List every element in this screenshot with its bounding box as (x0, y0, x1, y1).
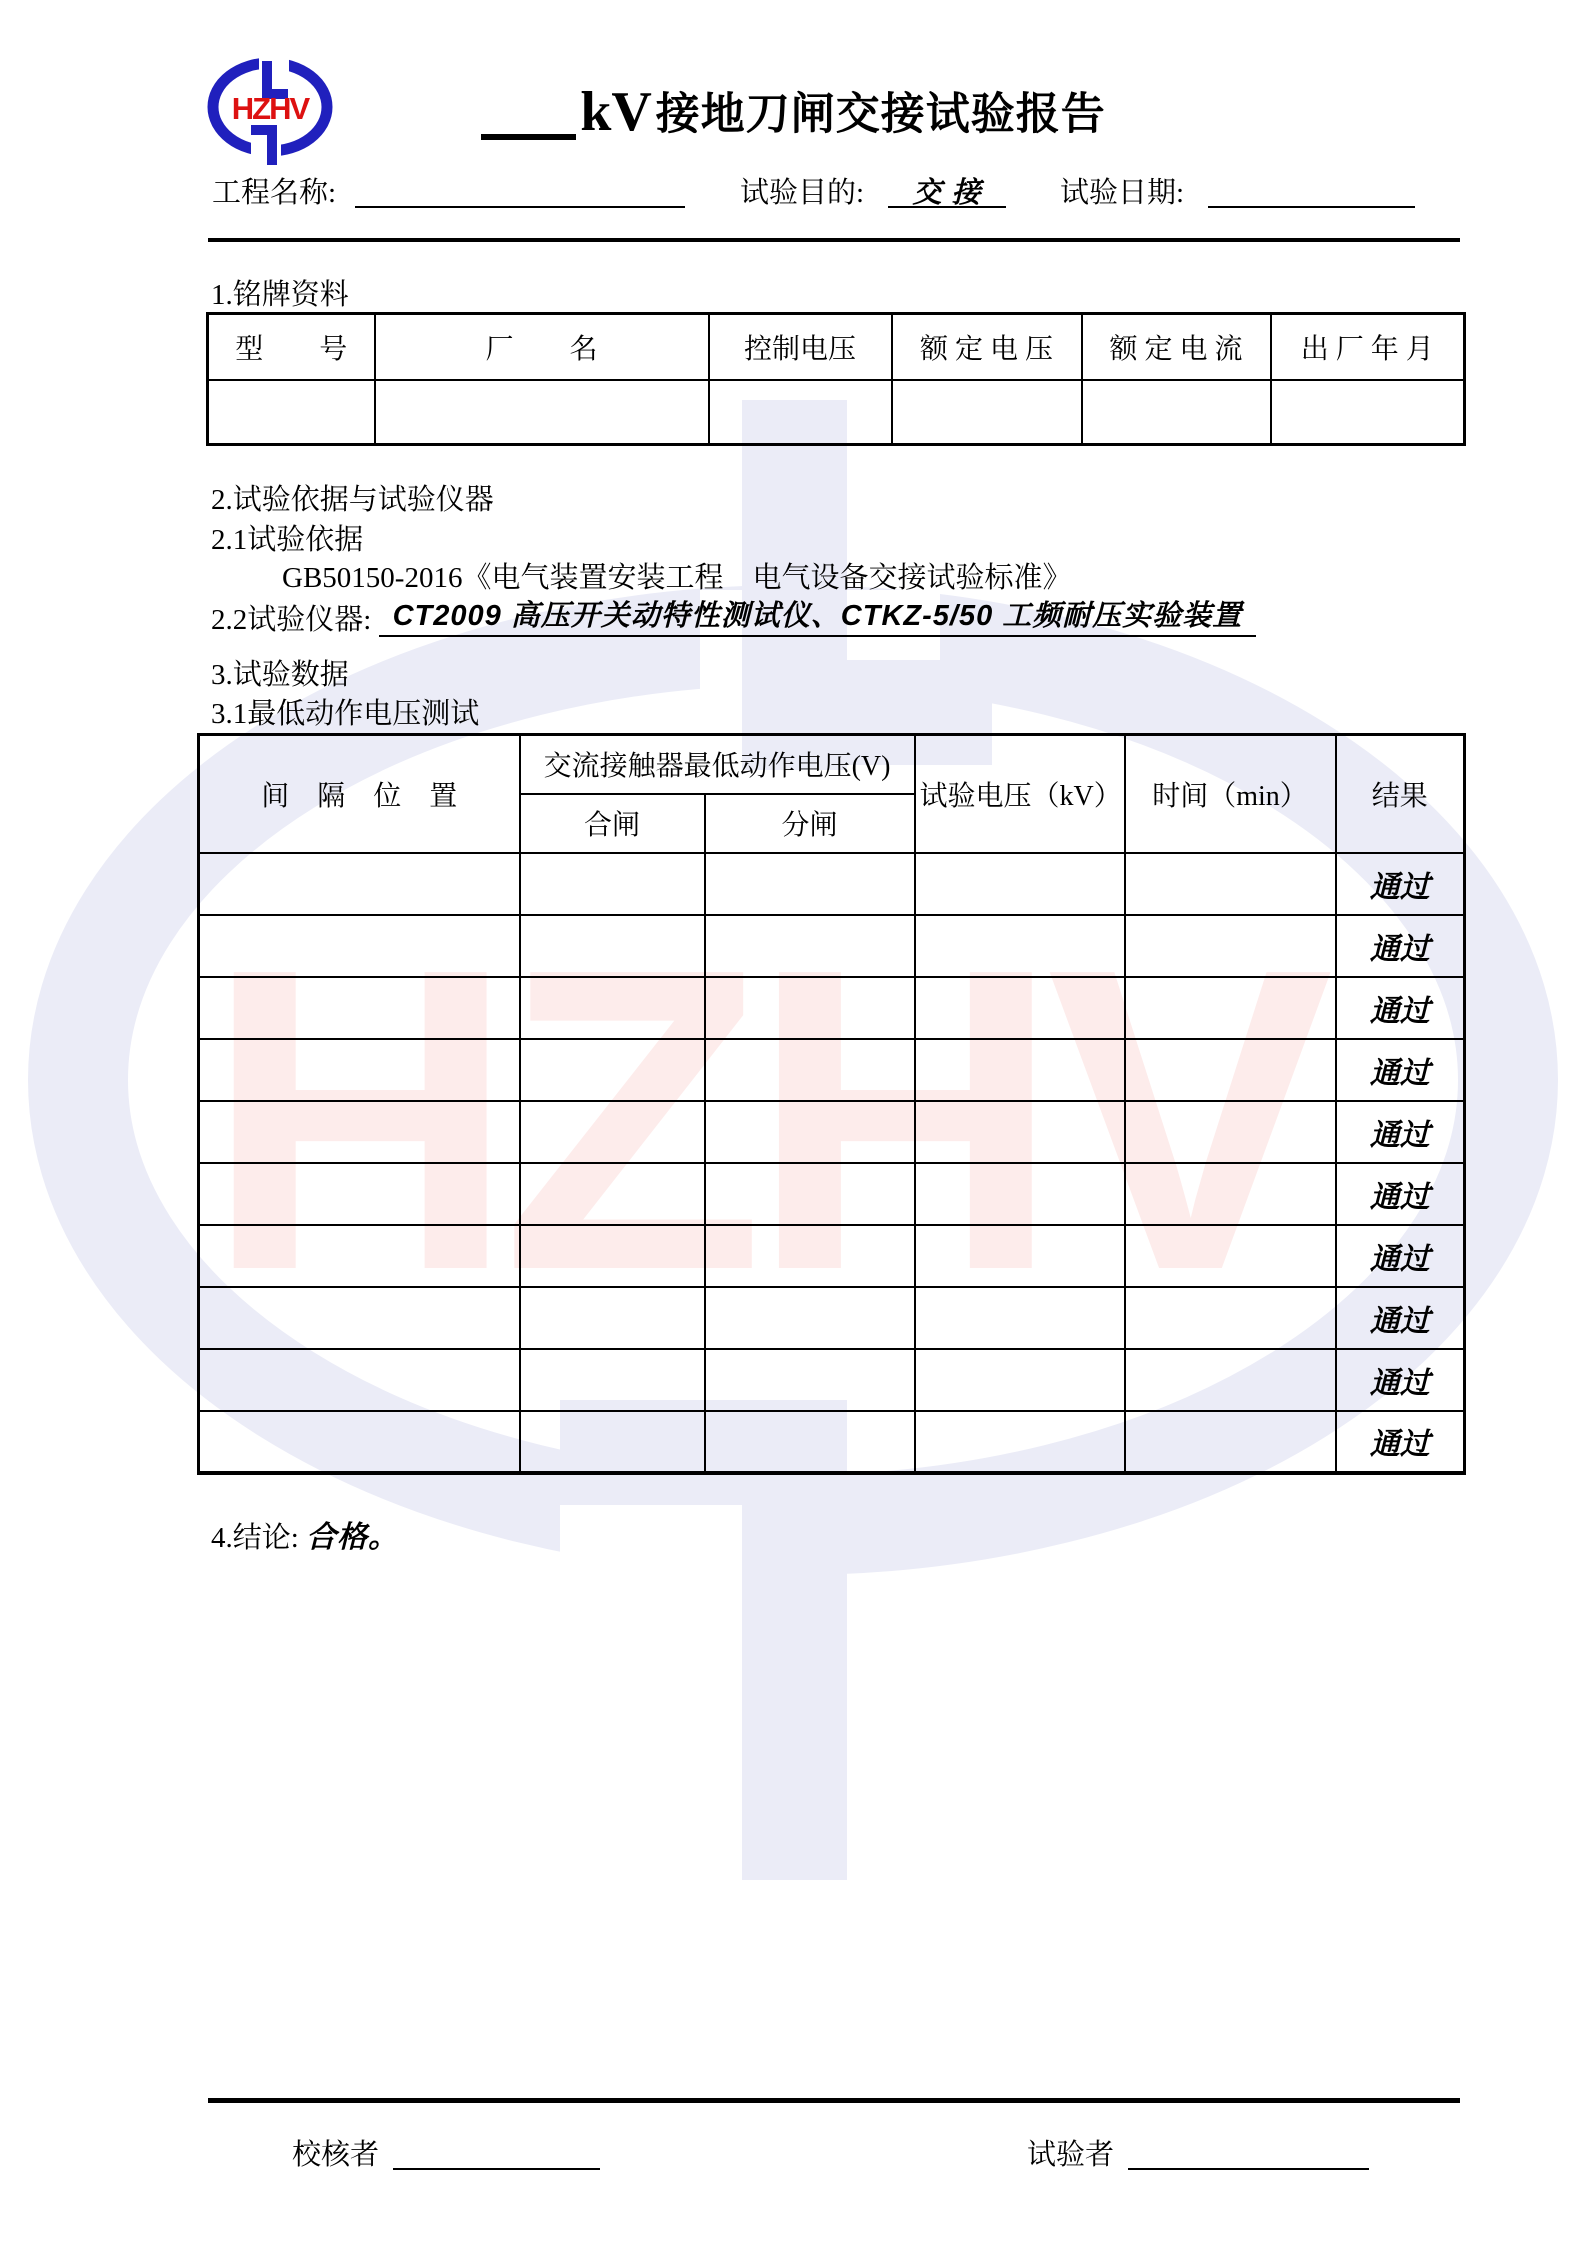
col-opening: 分闸 (705, 794, 915, 853)
test-table-row (199, 853, 1465, 915)
cell-time (1125, 1163, 1336, 1225)
nameplate-header-row (208, 314, 1465, 380)
cell-opening (705, 1349, 915, 1411)
cell-opening (705, 1411, 915, 1473)
cell-result (1336, 977, 1465, 1039)
tester-signature-blank (1128, 2132, 1369, 2170)
title-text: 接地刀闸交接试验报告 (655, 89, 1106, 139)
cell-opening (705, 1039, 915, 1101)
cell-closing (520, 1163, 705, 1225)
cell-interval (199, 1163, 520, 1225)
cell-closing (520, 977, 705, 1039)
col-time: 时间（min） (1125, 735, 1336, 853)
cell-time (1125, 1411, 1336, 1473)
test-basis-text: GB50150-2016《电气装置安装工程 电气设备交接试验标准》 (282, 562, 1072, 594)
test-table-row (199, 1287, 1465, 1349)
cell-test-voltage (915, 1039, 1125, 1101)
section2-sub1: 2.1试验依据 (211, 524, 364, 556)
cell-opening (705, 1287, 915, 1349)
cell-time (1125, 853, 1336, 915)
nameplate-col-rated-current: 额 定 电 流 (1082, 314, 1271, 380)
nameplate-col-manufacturer: 厂 名 (375, 314, 709, 380)
cell-test-voltage (915, 1349, 1125, 1411)
section2-sub2 (211, 599, 1256, 637)
footer-divider (208, 2098, 1460, 2103)
cell-interval (199, 1101, 520, 1163)
nameplate-cell-rated-current (1082, 380, 1271, 445)
test-table-row (199, 1411, 1465, 1473)
nameplate-cell-manufacturer (375, 380, 709, 445)
cell-closing (520, 1349, 705, 1411)
cell-result (1336, 1039, 1465, 1101)
title-kv-blank (481, 82, 576, 140)
cell-interval (199, 853, 520, 915)
cell-closing (520, 1039, 705, 1101)
test-purpose-label: 试验目的: (740, 177, 865, 209)
cell-result (1336, 1225, 1465, 1287)
logo-text: HZHV (231, 91, 309, 126)
col-result: 结果 (1336, 735, 1465, 853)
cell-opening (705, 1101, 915, 1163)
footer-signature-row (0, 2132, 1587, 2176)
cell-closing (520, 1287, 705, 1349)
title-kv-unit: kV (580, 81, 652, 143)
cell-interval (199, 915, 520, 977)
nameplate-col-control-voltage: 控制电压 (709, 314, 892, 380)
cell-closing (520, 1101, 705, 1163)
cell-time (1125, 1039, 1336, 1101)
instruments-value: CT2009 高压开关动特性测试仪、CTKZ-5/50 工频耐压实验装置 (379, 599, 1257, 637)
col-closing: 合闸 (520, 794, 705, 853)
conclusion-label: 4.结论: (211, 1522, 299, 1554)
result-value: 通过 (1369, 1304, 1430, 1338)
test-table-row (199, 1101, 1465, 1163)
result-value: 通过 (1369, 1242, 1430, 1276)
cell-test-voltage (915, 977, 1125, 1039)
cell-test-voltage (915, 915, 1125, 977)
project-name-blank (355, 170, 685, 208)
col-test-voltage: 试验电压（kV） (915, 735, 1125, 853)
test-table-row (199, 1225, 1465, 1287)
cell-test-voltage (915, 1225, 1125, 1287)
cell-interval (199, 1287, 520, 1349)
nameplate-col-model: 型 号 (208, 314, 375, 380)
test-date-blank (1208, 170, 1415, 208)
page-title (0, 81, 1587, 143)
watermark-letters: HZHV (205, 880, 1320, 1360)
header-divider (208, 238, 1460, 242)
test-purpose-value: 交 接 (888, 170, 1006, 208)
cell-result (1336, 1287, 1465, 1349)
cell-result (1336, 853, 1465, 915)
section2-heading: 2.试验依据与试验仪器 (211, 484, 494, 516)
cell-interval (199, 1411, 520, 1473)
cell-time (1125, 1225, 1336, 1287)
cell-test-voltage (915, 1101, 1125, 1163)
cell-time (1125, 1349, 1336, 1411)
test-table-row (199, 1039, 1465, 1101)
result-value: 通过 (1369, 1366, 1430, 1400)
cell-closing (520, 915, 705, 977)
cell-opening (705, 1163, 915, 1225)
cell-closing (520, 853, 705, 915)
cell-time (1125, 915, 1336, 977)
cell-test-voltage (915, 1287, 1125, 1349)
result-value: 通过 (1369, 1428, 1430, 1461)
result-value: 通过 (1369, 1180, 1430, 1214)
test-table-row (199, 1349, 1465, 1411)
cell-time (1125, 1287, 1336, 1349)
cell-time (1125, 977, 1336, 1039)
cell-result (1336, 915, 1465, 977)
cell-interval (199, 1225, 520, 1287)
nameplate-cell-rated-voltage (892, 380, 1082, 445)
result-value: 通过 (1369, 932, 1430, 966)
test-date-label: 试验日期: (1060, 177, 1185, 209)
nameplate-cell-model (208, 380, 375, 445)
nameplate-data-row (208, 380, 1465, 445)
section1-heading: 1.铭牌资料 (211, 279, 349, 311)
test-table-row (199, 977, 1465, 1039)
col-interval-position: 间 隔 位 置 (199, 735, 520, 853)
nameplate-cell-factory-date (1271, 380, 1465, 445)
result-value: 通过 (1369, 1056, 1430, 1090)
test-table-row (199, 915, 1465, 977)
test-table-header-row1 (199, 735, 1465, 794)
cell-result (1336, 1163, 1465, 1225)
conclusion-value: 合格。 (306, 1521, 400, 1554)
checker-signature-blank (393, 2132, 600, 2170)
cell-time (1125, 1101, 1336, 1163)
cell-result (1336, 1349, 1465, 1411)
result-value: 通过 (1369, 994, 1430, 1028)
cell-closing (520, 1225, 705, 1287)
cell-opening (705, 977, 915, 1039)
section3-sub: 3.1最低动作电压测试 (211, 698, 480, 730)
cell-test-voltage (915, 1411, 1125, 1473)
test-table-row (199, 1163, 1465, 1225)
cell-result (1336, 1101, 1465, 1163)
result-value: 通过 (1369, 1118, 1430, 1152)
conclusion-line (211, 1512, 399, 1556)
cell-test-voltage (915, 1163, 1125, 1225)
test-data-table (197, 733, 1466, 1475)
section3-heading: 3.试验数据 (211, 659, 349, 691)
cell-result (1336, 1411, 1465, 1473)
cell-closing (520, 1411, 705, 1473)
cell-interval (199, 1039, 520, 1101)
nameplate-cell-control-voltage (709, 380, 892, 445)
cell-test-voltage (915, 853, 1125, 915)
test-table-body (199, 853, 1465, 1473)
instruments-label: 2.2试验仪器: (211, 604, 372, 636)
nameplate-col-rated-voltage: 额 定 电 压 (892, 314, 1082, 380)
meta-row (0, 170, 1587, 216)
checker-label: 校核者 (292, 2139, 380, 2171)
cell-interval (199, 977, 520, 1039)
cell-opening (705, 915, 915, 977)
cell-interval (199, 1349, 520, 1411)
project-name-label: 工程名称: (212, 177, 337, 209)
nameplate-col-factory-date: 出 厂 年 月 (1271, 314, 1465, 380)
col-min-operating-voltage-group: 交流接触器最低动作电压(V) (520, 735, 915, 794)
cell-opening (705, 1225, 915, 1287)
result-value: 通过 (1369, 870, 1430, 904)
tester-label: 试验者 (1027, 2139, 1115, 2171)
nameplate-table (206, 312, 1466, 446)
cell-opening (705, 853, 915, 915)
